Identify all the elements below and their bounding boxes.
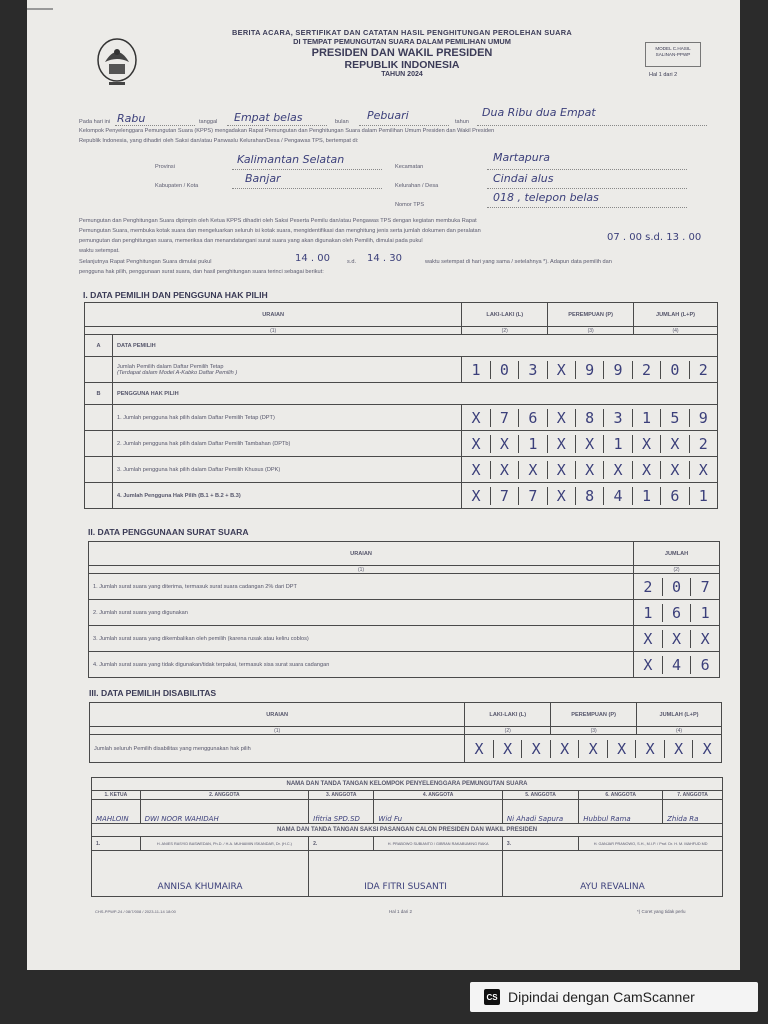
digit-box: 1	[471, 360, 481, 379]
digit-box: X	[660, 435, 688, 453]
procedure-line-5: Selanjutnya Rapat Penghitungan Suara dimulai pukul	[79, 259, 212, 265]
digit-box: 6	[518, 409, 546, 427]
bulan-label: bulan	[335, 119, 349, 125]
section-3-table	[89, 702, 722, 763]
digit-box: X	[471, 460, 481, 479]
s1-a-row-label: Jumlah Pemilih dalam Daftar Pemilih Tetap	[116, 363, 224, 370]
digit-box: 1	[632, 409, 660, 427]
digit-box: X	[471, 434, 481, 453]
camscanner-watermark	[470, 982, 758, 1012]
digit-box: X	[643, 655, 653, 674]
procedure-line-4: waktu setempat.	[79, 248, 120, 254]
s2-col-jumlah: JUMLAH	[634, 542, 720, 566]
kecamatan-value: Martapura	[493, 151, 551, 164]
section-1-table	[84, 302, 718, 509]
digit-box: 5	[660, 409, 688, 427]
header-line-2: DI TEMPAT PEMUNGUTAN SUARA DALAM PEMILIHAN UMUM	[293, 37, 511, 46]
page-indicator: Hal 1 dari 2	[649, 72, 678, 78]
digit-box: 2	[689, 361, 717, 379]
s3-row-label: Jumlah seluruh Pemilih disabilitas yang menggunakan hak pilih	[90, 735, 465, 763]
tanggal-value: Empat belas	[234, 111, 303, 124]
opening-paragraph-2: Republik Indonesia, yang dihadiri oleh Saksi dan/atau Panwaslu Kelurahan/Desa / Pengawas TPS, bertempat di:	[79, 138, 359, 144]
signature-cell	[663, 800, 723, 824]
digit-boxes	[462, 435, 717, 453]
digit-box: 8	[575, 487, 603, 505]
model-subcode: SALINAN-PPWP	[655, 51, 691, 57]
digit-boxes	[634, 656, 719, 674]
digit-box: X	[690, 630, 719, 648]
table-row	[89, 652, 720, 678]
provinsi-label: Provinsi	[155, 164, 175, 170]
camscanner-label: Dipindai dengan CamScanner	[508, 989, 695, 1005]
digit-box: X	[490, 461, 518, 479]
kpps-signature-title: NAMA DAN TANDA TANGAN KELOMPOK PENYELENGGARA PEMUNGUTAN SUARA	[92, 778, 723, 791]
s1-num-4: (4)	[634, 327, 718, 335]
procedure-line-6: pengguna hak pilih, penggunaan surat suara, dan hasil penghitungan suara terinci sebagai berikut:	[79, 269, 324, 275]
signature-name: Ni Ahadi Sapura	[506, 815, 564, 823]
s1-col-jumlah: JUMLAH (L+P)	[634, 303, 718, 327]
kabupaten-value: Banjar	[245, 172, 281, 185]
s1-col-uraian: URAIAN	[85, 303, 462, 327]
digit-box: X	[474, 739, 484, 758]
s1-b-label: B	[85, 383, 113, 405]
footer-note: *) Coret yang tidak perlu	[637, 909, 686, 914]
digit-box: 9	[603, 361, 631, 379]
tanggal-label: tanggal	[199, 119, 218, 125]
table-row	[89, 574, 720, 600]
digit-box: X	[493, 740, 522, 758]
time-preparation: 07 . 00 s.d. 13 . 00	[607, 232, 702, 243]
digit-box: X	[490, 435, 518, 453]
row-values	[462, 483, 718, 509]
provinsi-line	[232, 169, 382, 170]
s1-a-row	[112, 357, 461, 383]
row-label: 1. Jumlah pengguna hak pilih dalam Daftar Pemilih Tetap (DPT)	[112, 405, 461, 431]
row-label: 4. Jumlah surat suara yang tidak digunakan/tidak terpakai, termasuk sisa surat suara cadangan	[89, 652, 634, 678]
signature-cell	[309, 800, 374, 824]
digit-box: X	[575, 435, 603, 453]
time-count-start: 14 . 00	[295, 253, 330, 264]
row-label: 3. Jumlah pengguna hak pilih dalam Daftar Pemilih Khusus (DPK)	[112, 457, 461, 483]
saksi-number: 3.	[502, 837, 578, 851]
signature-role: 7. ANGGOTA	[663, 791, 723, 800]
digit-box: 7	[690, 578, 719, 596]
digit-box: 1	[632, 487, 660, 505]
tahun-value: Dua Ribu dua Empat	[482, 106, 596, 119]
digit-box: X	[547, 409, 575, 427]
signature-role: 4. ANGGOTA	[374, 791, 502, 800]
row-label: 2. Jumlah pengguna hak pilih dalam Daftar Pemilih Tambahan (DPTb)	[112, 431, 461, 457]
signature-role: 3. ANGGOTA	[309, 791, 374, 800]
bulan-value: Pebuari	[367, 109, 409, 122]
saksi-signature-cell	[309, 851, 503, 897]
kelurahan-label: Kelurahan / Desa	[395, 183, 439, 189]
digit-boxes	[634, 630, 719, 648]
table-row	[85, 483, 718, 509]
digit-box: 7	[490, 487, 518, 505]
digit-boxes	[462, 409, 717, 427]
tps-value: 018 , telepon belas	[493, 191, 599, 204]
digit-box: 1	[690, 604, 719, 622]
s3-num-2: (2)	[465, 727, 551, 735]
signature-role: 1. KETUA	[92, 791, 141, 800]
digit-box: 1	[643, 603, 653, 622]
saksi-signature-cell	[502, 851, 722, 897]
fold-mark	[27, 8, 53, 10]
signature-cell	[140, 800, 308, 824]
digit-box: X	[547, 435, 575, 453]
digit-box: 0	[660, 361, 688, 379]
digit-boxes	[634, 604, 719, 622]
digit-box: 2	[689, 435, 717, 453]
s1-b-title: PENGGUNA HAK PILIH	[112, 383, 717, 405]
s1-a-label: A	[85, 335, 113, 357]
provinsi-value: Kalimantan Selatan	[237, 153, 345, 166]
row-values	[634, 652, 720, 678]
kelurahan-line	[487, 188, 687, 189]
signature-name: Zhida Ra	[667, 815, 699, 823]
digit-box: 1	[518, 435, 546, 453]
bulan-line	[359, 125, 449, 126]
s3-col-jumlah: JUMLAH (L+P)	[637, 703, 722, 727]
tahun-line	[477, 125, 707, 126]
digit-box: X	[603, 461, 631, 479]
saksi-candidate: H. PRABOWO SUBIANTO / GIBRAN RAKABUMING RAKA	[374, 837, 502, 851]
signature-name: DWI NOOR WAHIDAH	[144, 815, 219, 823]
digit-box: 0	[490, 361, 518, 379]
digit-box: 2	[632, 361, 660, 379]
digit-box: 4	[603, 487, 631, 505]
digit-box: 8	[575, 409, 603, 427]
header-line-1: BERITA ACARA, SERTIFIKAT DAN CATATAN HASIL PENGHITUNGAN PEROLEHAN SUARA	[231, 28, 573, 37]
digit-box: X	[471, 408, 481, 427]
signature-role: 5. ANGGOTA	[502, 791, 578, 800]
row-label: 2. Jumlah surat suara yang digunakan	[89, 600, 634, 626]
digit-boxes	[462, 361, 717, 379]
saksi-candidate: H. ANIES RASYID BASWEDAN, Ph.D. / H.A. MUHAIMIN ISKANDAR, Dr. (H.C.)	[140, 837, 308, 851]
digit-box: X	[632, 435, 660, 453]
digit-box: X	[575, 461, 603, 479]
s2-col-uraian: URAIAN	[89, 542, 634, 566]
digit-box: 7	[518, 487, 546, 505]
s3-num-4: (4)	[637, 727, 722, 735]
tps-line	[487, 207, 687, 208]
digit-box: X	[607, 740, 636, 758]
section-3-title: III. DATA PEMILIH DISABILITAS	[89, 688, 217, 698]
signature-name: MAHLOIN	[96, 815, 129, 823]
row-label: 1. Jumlah surat suara yang diterima, termasuk surat suara cadangan 2% dari DPT	[89, 574, 634, 600]
kabupaten-label: Kabupaten / Kota	[155, 183, 199, 189]
digit-box: 1	[689, 487, 717, 505]
saksi-number: 2.	[309, 837, 374, 851]
digit-box: 4	[662, 656, 691, 674]
model-code: MODEL C.HASIL	[655, 46, 691, 51]
signature-cell	[502, 800, 578, 824]
s1-num-3: (3)	[548, 327, 634, 335]
digit-box: 6	[660, 487, 688, 505]
digit-box: X	[662, 630, 691, 648]
s1-col-laki: LAKI-LAKI (L)	[462, 303, 548, 327]
digit-box: 0	[662, 578, 691, 596]
table-row	[89, 600, 720, 626]
digit-box: 2	[643, 577, 653, 596]
header-line-4: REPUBLIK INDONESIA	[344, 59, 460, 71]
s1-a-values	[462, 357, 718, 383]
hari-line	[115, 125, 195, 126]
document-page	[27, 0, 740, 970]
row-label: 3. Jumlah surat suara yang dikembalikan oleh pemilih (karena rusak atau keliru coblos)	[89, 626, 634, 652]
row-values	[634, 600, 720, 626]
kecamatan-label: Kecamatan	[395, 164, 424, 170]
tahun-label: tahun	[455, 119, 469, 125]
camscanner-icon: CS	[484, 989, 500, 1005]
signature-role: 2. ANGGOTA	[140, 791, 308, 800]
kelurahan-value: Cindai alus	[493, 172, 554, 185]
digit-box: 3	[603, 409, 631, 427]
procedure-line-2: Pemungutan Suara, membuka kotak suara dan mengeluarkan seluruh isi kotak suara, mengidentifikasi dan menghitung jenis serta jumlah dokumen dan peralatan	[79, 228, 481, 234]
pada-hari-label: Pada hari ini	[79, 119, 111, 125]
saksi-candidate: H. GANJAR PRANOWO, S.H., M.I.P. / Prof. Dr. H. M. MAHFUD MD	[579, 837, 723, 851]
row-values	[462, 457, 718, 483]
s2-num-2: (2)	[634, 566, 720, 574]
s3-col-perempuan: PEREMPUAN (P)	[551, 703, 637, 727]
saksi-signature-title: NAMA DAN TANDA TANGAN SAKSI PASANGAN CALON PRESIDEN DAN WAKIL PRESIDEN	[92, 824, 723, 837]
signature-name: Hubbul Rama	[583, 815, 631, 823]
model-box	[645, 42, 701, 67]
digit-boxes	[462, 461, 717, 479]
procedure-line-1: Pemungutan dan Penghitungan Suara dipimpin oleh Ketua KPPS dihadiri oleh Saksi Peserta Pemilu dan/atau Pengawas TPS dengan kegiatan membuka Rapat	[79, 218, 477, 224]
row-values	[462, 405, 718, 431]
sd-label: s.d.	[347, 259, 357, 265]
procedure-line-3: pemungutan dan penghitungan suara, memeriksa dan menandatangani surat suara yang akan digunakan oleh Pemilih, dimulai pada pukul	[79, 238, 423, 244]
digit-box: X	[660, 461, 688, 479]
table-row	[85, 457, 718, 483]
row-values	[462, 431, 718, 457]
section-1-title: I. DATA PEMILIH DAN PENGGUNA HAK PILIH	[83, 290, 268, 300]
digit-box: X	[547, 487, 575, 505]
row-values	[634, 574, 720, 600]
signature-cell	[92, 800, 141, 824]
hari-value: Rabu	[117, 112, 146, 125]
saksi-signature-cell	[92, 851, 309, 897]
saksi-name: IDA FITRI SUSANTI	[364, 882, 447, 892]
digit-boxes	[634, 578, 719, 596]
s1-col-perempuan: PEREMPUAN (P)	[548, 303, 634, 327]
s3-num-3: (3)	[551, 727, 637, 735]
table-row	[85, 405, 718, 431]
digit-box: X	[692, 740, 721, 758]
tanggal-line	[227, 125, 327, 126]
digit-box: X	[518, 461, 546, 479]
signature-cell	[579, 800, 663, 824]
digit-box: X	[664, 740, 693, 758]
digit-box: 3	[518, 361, 546, 379]
s1-num-1: (1)	[85, 327, 462, 335]
digit-box: X	[578, 740, 607, 758]
row-values	[634, 626, 720, 652]
digit-box: X	[689, 461, 717, 479]
s1-num-2: (2)	[462, 327, 548, 335]
digit-box: X	[547, 361, 575, 379]
s3-col-uraian: URAIAN	[90, 703, 465, 727]
signature-role: 6. ANGGOTA	[579, 791, 663, 800]
footer-code: CHS-PPWP-24 / 08/7/008 / 2023-11-14 18:00	[95, 909, 176, 914]
s3-col-laki: LAKI-LAKI (L)	[465, 703, 551, 727]
digit-box: 7	[490, 409, 518, 427]
digit-boxes	[462, 487, 717, 505]
kabupaten-line	[232, 188, 382, 189]
section-2-title: II. DATA PENGGUNAAN SURAT SUARA	[88, 527, 249, 537]
digit-box: X	[547, 461, 575, 479]
header-year: TAHUN 2024	[381, 71, 423, 78]
saksi-name: ANNISA KHUMAIRA	[157, 882, 243, 892]
digit-box: 6	[662, 604, 691, 622]
saksi-number: 1.	[92, 837, 141, 851]
s1-a-title: DATA PEMILIH	[112, 335, 717, 357]
digit-box: X	[521, 740, 550, 758]
procedure-line-5b: waktu setempat di hari yang sama / setelahnya *). Adapun data pemilih dan	[425, 259, 612, 265]
header-line-3: PRESIDEN DAN WAKIL PRESIDEN	[311, 47, 493, 59]
kecamatan-line	[487, 169, 687, 170]
signature-name: Ifitria SPD.SD	[313, 815, 360, 823]
row-label: 4. Jumlah Pengguna Hak Pilih (B.1 + B.2 + B.3)	[112, 483, 461, 509]
saksi-name: AYU REVALINA	[580, 882, 645, 892]
digit-box: X	[632, 461, 660, 479]
table-row	[85, 431, 718, 457]
table-row	[89, 626, 720, 652]
s3-num-1: (1)	[90, 727, 465, 735]
s1-a-row-sublabel: (Terdapat dalam Model A-Kabko Daftar Pemilih )	[116, 369, 238, 376]
digit-box: X	[550, 740, 579, 758]
digit-box: 9	[575, 361, 603, 379]
digit-box: 1	[603, 435, 631, 453]
digit-box: 6	[690, 656, 719, 674]
s3-values	[465, 735, 722, 763]
document-header	[167, 28, 637, 78]
digit-box: X	[643, 629, 653, 648]
signature-name: Wid Fu	[378, 815, 403, 823]
s2-num-1: (1)	[89, 566, 634, 574]
tps-label: Nomor TPS	[395, 202, 425, 208]
digit-box: X	[635, 740, 664, 758]
section-2-table	[88, 541, 720, 678]
digit-box: X	[471, 486, 481, 505]
digit-boxes	[465, 740, 721, 758]
footer-page: Hal 1 dari 2	[389, 909, 413, 914]
signature-cell	[374, 800, 502, 824]
kpu-logo-icon	[95, 34, 139, 88]
digit-box: 9	[689, 409, 717, 427]
time-count-end: 14 . 30	[367, 253, 402, 264]
opening-paragraph-1: Kelompok Penyelenggara Pemungutan Suara (KPPS) mengadakan Rapat Pemungutan dan Penghitungan Suara dalam Pemilihan Umum Presiden dan Wakil Presiden	[79, 128, 495, 134]
signature-table	[91, 777, 723, 897]
